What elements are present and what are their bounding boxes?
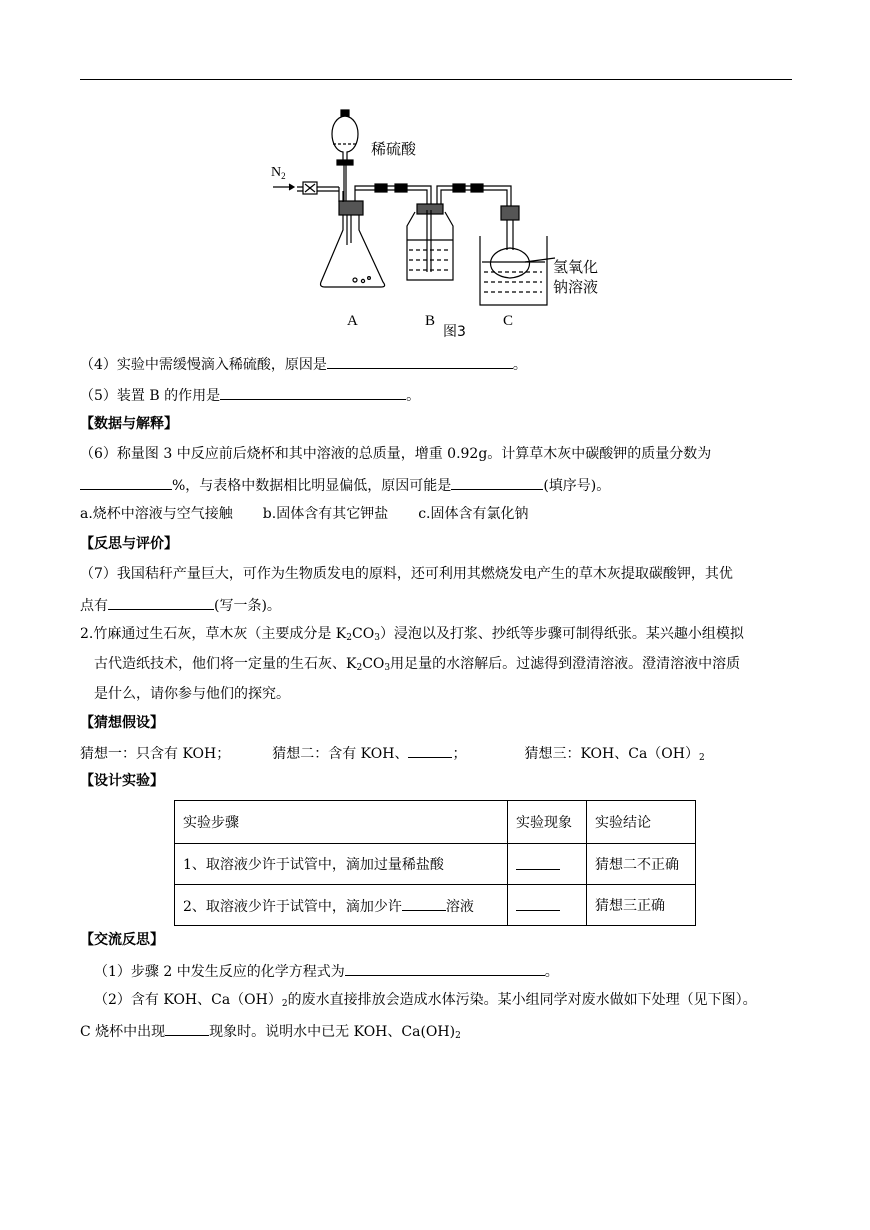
answer-blank[interactable] (327, 353, 513, 369)
heading-exchange: 【交流反思】 (80, 932, 164, 948)
answer-blank[interactable] (408, 742, 452, 758)
options-line (80, 504, 529, 524)
option-c: c.固体含有氯化钠 (418, 506, 529, 522)
label-dilute-sulfuric-acid: 稀硫酸 (371, 140, 417, 158)
heading-reflect: 【反思与评价】 (80, 536, 178, 552)
exchange-2-line2: C 烧杯中出现 现象时。说明水中已无 KOH、$Ca(OH)_2$ (80, 1020, 461, 1046)
table-row (175, 801, 696, 844)
table-cell-phenomenon (508, 885, 587, 926)
heading-design: 【设计实验】 (80, 773, 164, 789)
question-7-line1: （7）我国秸秆产量巨大，可作为生物质发电的原料，还可利用其燃烧发电产生的草木灰提取碳酸钾，其优 (80, 566, 733, 582)
hypotheses-line (80, 742, 705, 768)
label-b: B (425, 313, 436, 329)
hypothesis-2: 猜想二：含有 KOH、 ； (272, 746, 466, 762)
label-naoh-2: 钠溶液 (553, 278, 599, 296)
answer-blank[interactable] (165, 1020, 209, 1036)
exchange-2-line1: （2）含有 KOH、$Ca(OH)_2$的废水直接排放会造成水体污染。某小组同学对废水做如下处理（见下图）。 (94, 992, 757, 1009)
table-cell-conclusion: 猜想三正确 (587, 885, 696, 926)
label-c: C (503, 313, 514, 329)
table-header-conclusion: 实验结论 (587, 801, 696, 844)
answer-blank[interactable] (345, 960, 545, 976)
table-row (175, 885, 696, 926)
table-cell-step: 1、取溶液少许于试管中，滴加过量稀盐酸 (175, 844, 508, 885)
option-a: a.烧杯中溶液与空气接触 (80, 506, 233, 522)
label-a: A (347, 313, 358, 329)
answer-blank[interactable] (220, 384, 406, 400)
problem-2-line1: 2.竹麻通过生石灰，草木灰（主要成分是 $K_2CO_3$）浸泡以及打浆、抄纸等步骤可制得纸张。某兴趣小组模拟 (80, 626, 744, 643)
question-6-line2: %，与表格中数据相比明显偏低，原因可能是 (填序号)。 (80, 474, 610, 496)
table-header-phenomenon: 实验现象 (508, 801, 587, 844)
question-5: （5）装置 B 的作用是 。 (80, 384, 420, 406)
table-cell-conclusion: 猜想二不正确 (587, 844, 696, 885)
answer-blank[interactable] (451, 474, 543, 490)
apparatus-figure (255, 100, 615, 345)
heading-hypothesis: 【猜想假设】 (80, 715, 164, 731)
experiment-table (174, 800, 696, 926)
header-rule (80, 79, 792, 80)
answer-blank[interactable] (516, 895, 560, 911)
label-naoh-1: 氢氧化 (553, 258, 599, 276)
hypothesis-3: 猜想三：KOH、$Ca(OH)_2$ (524, 746, 705, 763)
question-6-line1: （6）称量图 3 中反应前后烧杯和其中溶液的总质量，增重 0.92g。计算草木灰中碳酸钾的质量分数为 (80, 446, 712, 462)
table-cell-step: 2、取溶液少许于试管中，滴加少许 溶液 (175, 885, 508, 926)
table-row (175, 844, 696, 885)
problem-2-line3: 是什么，请你参与他们的探究。 (94, 686, 290, 702)
answer-blank[interactable] (108, 594, 214, 610)
question-7-line2: 点有 (写一条)。 (80, 594, 281, 616)
figure-caption: 图3 (443, 324, 466, 340)
exchange-1: （1）步骤 2 中发生反应的化学方程式为 。 (94, 960, 559, 982)
table-cell-phenomenon (508, 844, 587, 885)
hypothesis-1: 猜想一：只含有 KOH； (80, 746, 231, 762)
label-n2: $N_2$ (271, 165, 286, 181)
problem-2-line2: 古代造纸技术，他们将一定量的生石灰、$K_2CO_3$用足量的水溶解后。过滤得到澄清溶液。澄清溶液中溶质 (94, 656, 741, 673)
answer-blank[interactable] (516, 854, 560, 870)
answer-blank[interactable] (402, 895, 446, 911)
question-4: （4）实验中需缓慢滴入稀硫酸，原因是 。 (80, 353, 527, 375)
option-b: b.固体含有其它钾盐 (262, 506, 389, 522)
answer-blank[interactable] (80, 474, 172, 490)
heading-data: 【数据与解释】 (80, 416, 178, 432)
table-header-step: 实验步骤 (175, 801, 508, 844)
